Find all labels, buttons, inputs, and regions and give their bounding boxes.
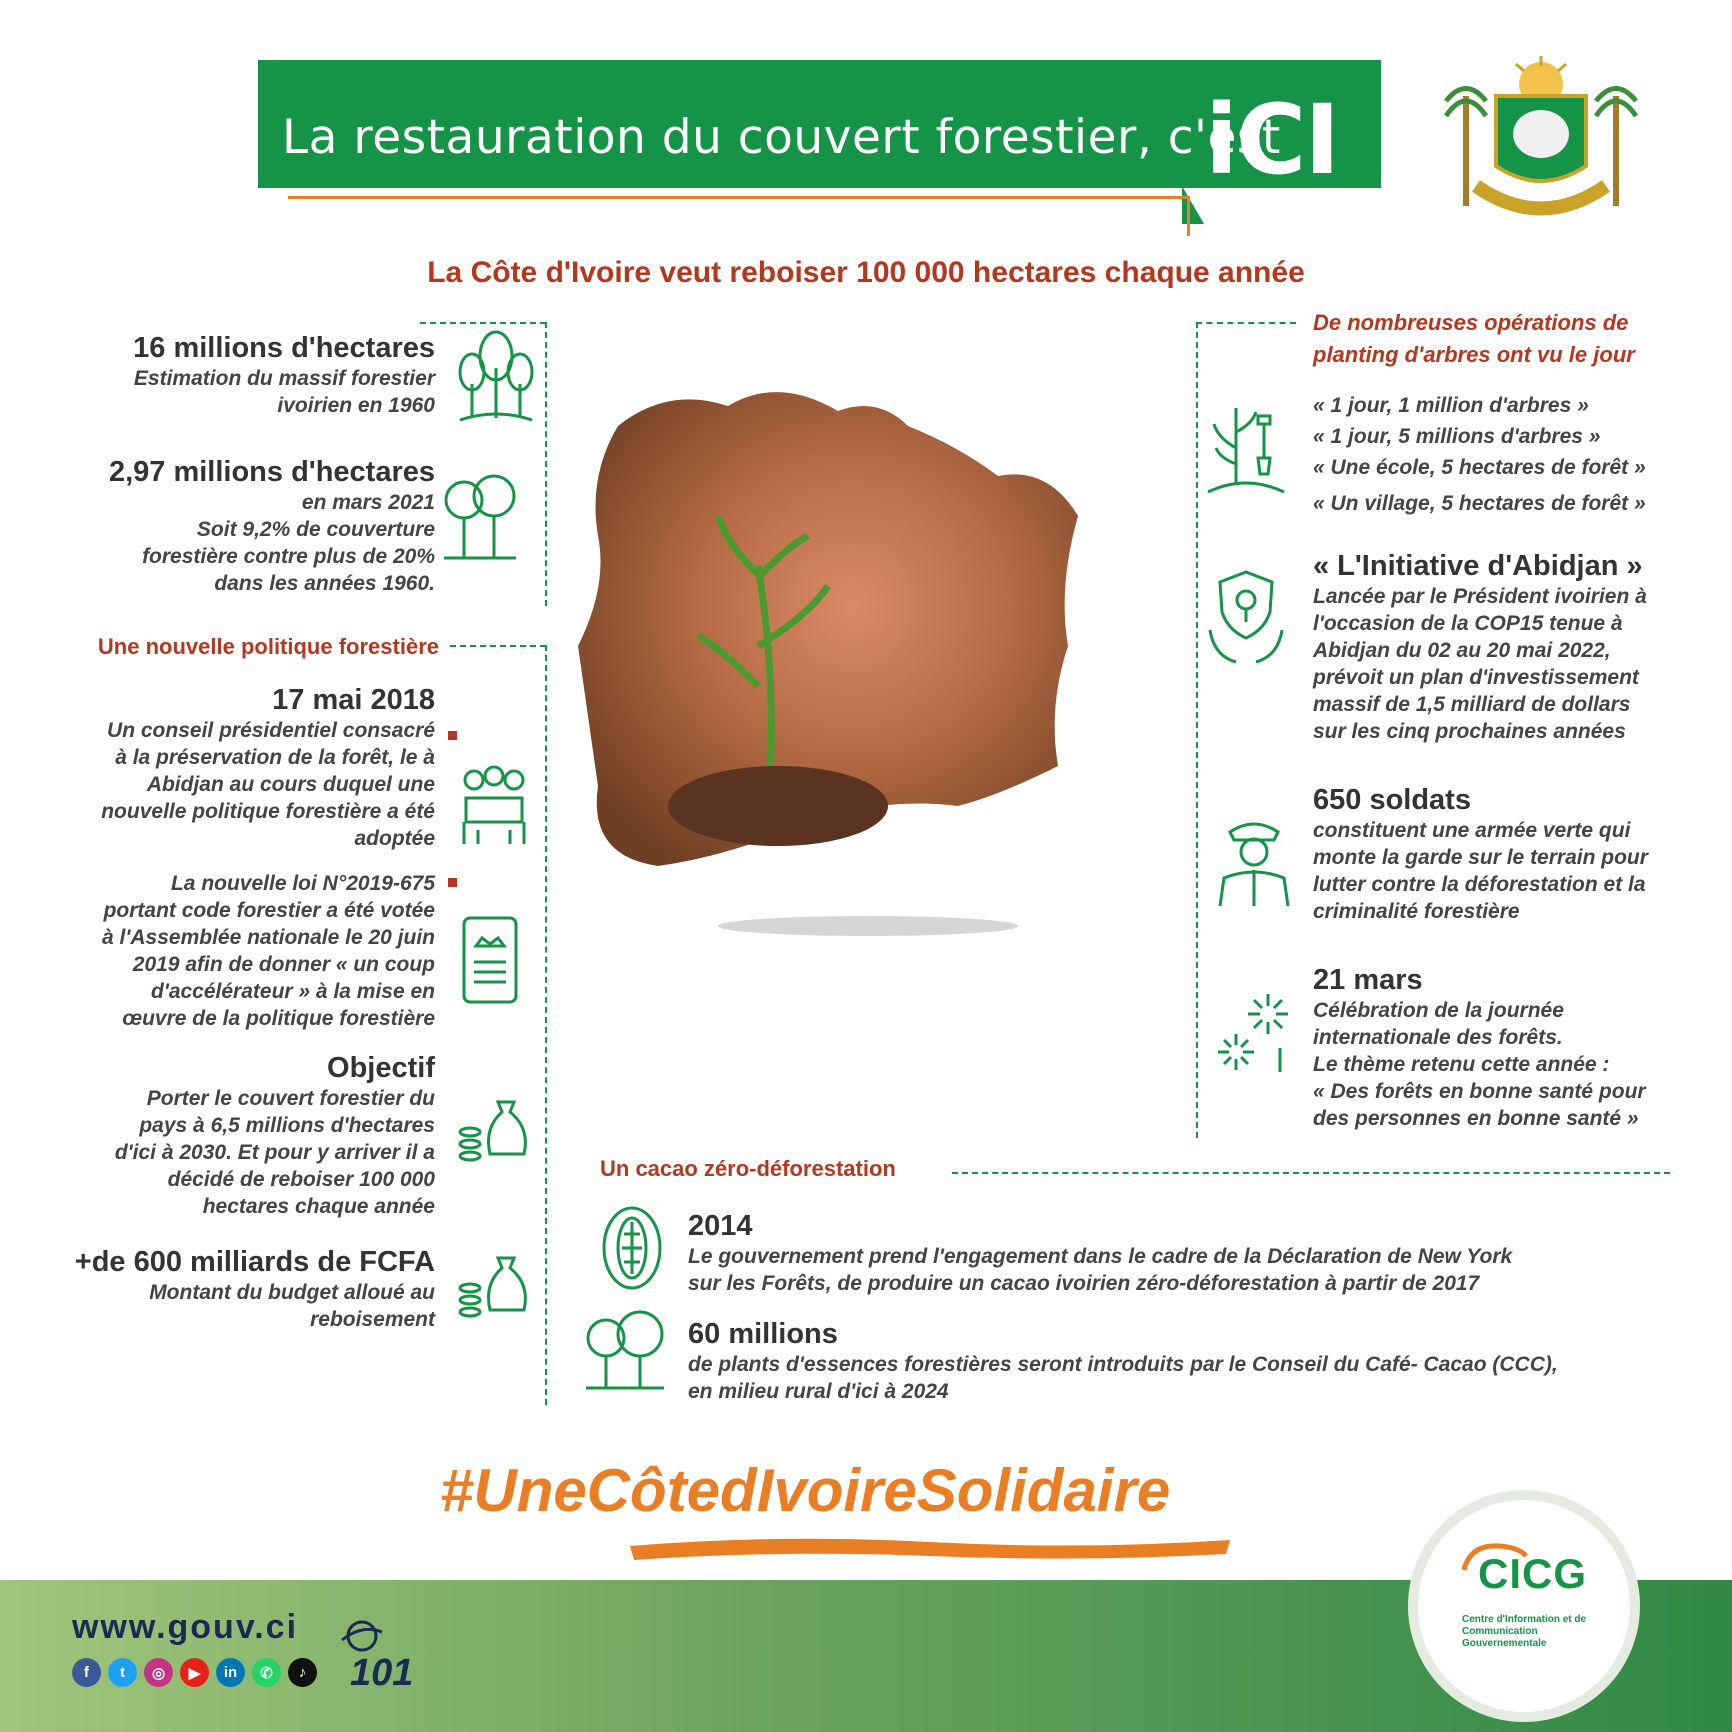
stat-text: lutter contre la déforestation et la	[1313, 873, 1646, 896]
divider	[545, 645, 547, 1405]
stat-text: Lancée par le Président ivoirien à	[1313, 585, 1647, 608]
stat-heading: 21 mars	[1313, 964, 1423, 996]
stat-text: sur les cinq prochaines années	[1313, 720, 1626, 743]
stat-text: dans les années 1960.	[214, 572, 435, 595]
stat-text: Estimation du massif forestier	[133, 367, 435, 390]
fireworks-icon	[1210, 988, 1294, 1078]
stat-law-2019	[102, 870, 435, 1032]
operations-list	[1313, 392, 1646, 517]
facebook-icon[interactable]: f	[72, 1658, 101, 1687]
cocoa-pod-icon	[596, 1202, 668, 1292]
divider	[545, 322, 547, 606]
stat-may-2018	[101, 684, 435, 852]
stat-text: reboisement	[310, 1308, 435, 1331]
tiktok-icon[interactable]: ♪	[288, 1658, 317, 1687]
stat-text: à la préservation de la forêt, le à	[115, 746, 435, 769]
stat-objective	[115, 1052, 435, 1220]
stat-text: à l'Assemblée nationale le 20 juin	[102, 926, 435, 949]
stat-text: internationale des forêts.	[1313, 1026, 1563, 1049]
bullet-marker	[448, 878, 457, 887]
brush-underline	[630, 1532, 1230, 1567]
stat-heading: +de 600 milliards de FCFA	[74, 1246, 435, 1278]
planting-icon	[1206, 388, 1286, 498]
stat-text: adoptée	[354, 827, 435, 850]
cacao-item-2014	[688, 1210, 1512, 1297]
stat-forest-2021	[109, 456, 435, 597]
stat-text: Porter le couvert forestier du	[146, 1087, 435, 1110]
stat-text: Montant du budget alloué au	[149, 1281, 435, 1304]
stat-text: Un conseil présidentiel consacré	[107, 719, 435, 742]
stat-heading: 2,97 millions d'hectares	[108, 456, 435, 488]
cicg-logo	[1408, 1490, 1640, 1722]
list-item: « 1 jour, 5 millions d'arbres »	[1313, 425, 1601, 448]
stat-text: forestière contre plus de 20%	[142, 545, 435, 568]
hotline-number[interactable]: 101	[350, 1652, 414, 1694]
stat-heading: 60 millions	[688, 1318, 838, 1350]
stat-forest-1960	[133, 332, 435, 419]
stat-heading: 650 soldats	[1313, 784, 1471, 816]
cicg-subtitle: Centre d'Information et de Communication Gouvernementale	[1462, 1614, 1587, 1649]
stat-text: nouvelle politique forestière a été	[101, 800, 435, 823]
stat-text: l'occasion de la COP15 tenue à	[1313, 612, 1623, 635]
stat-budget	[75, 1246, 435, 1333]
stat-soldiers	[1313, 784, 1648, 925]
youtube-icon[interactable]: ▶	[180, 1658, 209, 1687]
stat-text: massif de 1,5 milliard de dollars	[1313, 693, 1631, 716]
trees-icon	[440, 470, 520, 562]
whatsapp-icon[interactable]: ✆	[252, 1658, 281, 1687]
stat-text: Célébration de la journée	[1313, 999, 1564, 1022]
hashtag: #UneCôtedIvoireSolidaire	[440, 1457, 1171, 1524]
list-item: « Une école, 5 hectares de forêt »	[1313, 456, 1646, 479]
stat-text: Le thème retenu cette année :	[1313, 1053, 1610, 1076]
linkedin-icon[interactable]: in	[216, 1658, 245, 1687]
stat-heading: 17 mai 2018	[272, 684, 435, 716]
stat-text: de plants d'essences forestières seront introduits par le Conseil du Café- Cacao (CCC),	[688, 1353, 1558, 1376]
twitter-icon[interactable]: t	[108, 1658, 137, 1687]
bullet-marker	[448, 731, 457, 740]
stat-heading: Objectif	[327, 1052, 435, 1084]
instagram-icon[interactable]: ◎	[144, 1658, 173, 1687]
section-title-cacao: Un cacao zéro-déforestation	[600, 1156, 896, 1181]
stat-text: en mars 2021	[301, 491, 435, 514]
section-title-operations	[1313, 310, 1635, 368]
list-item: « Un village, 5 hectares de forêt »	[1313, 492, 1646, 515]
law-scroll-icon	[456, 910, 526, 1006]
soldier-icon	[1216, 812, 1292, 908]
cacao-item-60-millions	[688, 1318, 1558, 1405]
stat-text: sur les Forêts, de produire un cacao ivoirien zéro-déforestation à partir de 2017	[688, 1272, 1480, 1295]
stat-text: Soit 9,2% de couverture	[196, 518, 435, 541]
stat-text: prévoit un plan d'investissement	[1313, 666, 1639, 689]
section-title-line: planting d'arbres ont vu le jour	[1313, 342, 1635, 367]
trees-icon	[582, 1308, 668, 1392]
council-icon	[458, 764, 530, 848]
stat-text: portant code forestier a été votée	[103, 899, 435, 922]
shield-hands-icon	[1206, 566, 1286, 670]
divider	[1196, 322, 1198, 1138]
list-item: « 1 jour, 1 million d'arbres »	[1313, 394, 1589, 417]
stat-text: « Des forêts en bonne santé pour	[1313, 1080, 1646, 1103]
stat-heading: 16 millions d'hectares	[133, 332, 435, 364]
divider	[952, 1172, 1670, 1174]
divider	[420, 322, 546, 324]
stat-heading: « L'Initiative d'Abidjan »	[1313, 550, 1643, 582]
forest-icon	[456, 328, 536, 424]
stat-text: pays à 6,5 millions d'hectares	[139, 1114, 435, 1137]
stat-text: des personnes en bonne santé »	[1313, 1107, 1639, 1130]
section-title-line: De nombreuses opérations de	[1313, 310, 1629, 335]
stat-text: décidé de reboiser 100 000	[167, 1168, 435, 1191]
stat-text: ivoirien en 1960	[277, 394, 435, 417]
section-title-policy: Une nouvelle politique forestière	[97, 634, 439, 659]
stat-text: 2019 afin de donner « un coup	[132, 953, 435, 976]
stat-march-21	[1313, 964, 1646, 1132]
stat-text: Abidjan du 02 au 20 mai 2022,	[1313, 639, 1611, 662]
website-link[interactable]: www.gouv.ci	[72, 1608, 299, 1646]
stat-text: Abidjan au cours duquel une	[146, 773, 435, 796]
page-subtitle: La Côte d'Ivoire veut reboiser 100 000 hectares chaque année	[427, 256, 1305, 289]
stat-text: en milieu rural d'ici à 2024	[688, 1380, 949, 1403]
stat-text: d'ici à 2030. Et pour y arriver il a	[114, 1141, 435, 1164]
money-bag-icon	[454, 1244, 534, 1320]
stat-text: Le gouvernement prend l'engagement dans le cadre de la Déclaration de New York	[688, 1245, 1513, 1268]
stat-heading: 2014	[688, 1210, 753, 1242]
stat-text: La nouvelle loi N°2019-675	[170, 872, 435, 895]
header-title: La restauration du couvert forestier, c'est	[282, 110, 1281, 165]
divider	[1196, 322, 1296, 324]
cicg-name: CICG	[1478, 1550, 1587, 1597]
stat-text: d'accélérateur » à la mise en	[151, 980, 435, 1003]
stat-text: monte la garde sur le terrain pour	[1313, 846, 1648, 869]
header-title-highlight: iCI	[1205, 84, 1339, 196]
map-photo	[578, 386, 1173, 946]
seal-icon	[1436, 56, 1646, 221]
banner-orange-line	[288, 196, 1188, 199]
divider	[450, 645, 546, 647]
stat-text: hectares chaque année	[202, 1195, 435, 1218]
stat-text: constituent une armée verte qui	[1313, 819, 1631, 842]
money-bag-icon	[454, 1088, 534, 1164]
banner-orange-line-vertical	[1187, 196, 1190, 236]
stat-text: criminalité forestière	[1313, 900, 1520, 923]
initiative-abidjan	[1313, 550, 1647, 745]
stat-text: œuvre de la politique forestière	[122, 1007, 435, 1030]
